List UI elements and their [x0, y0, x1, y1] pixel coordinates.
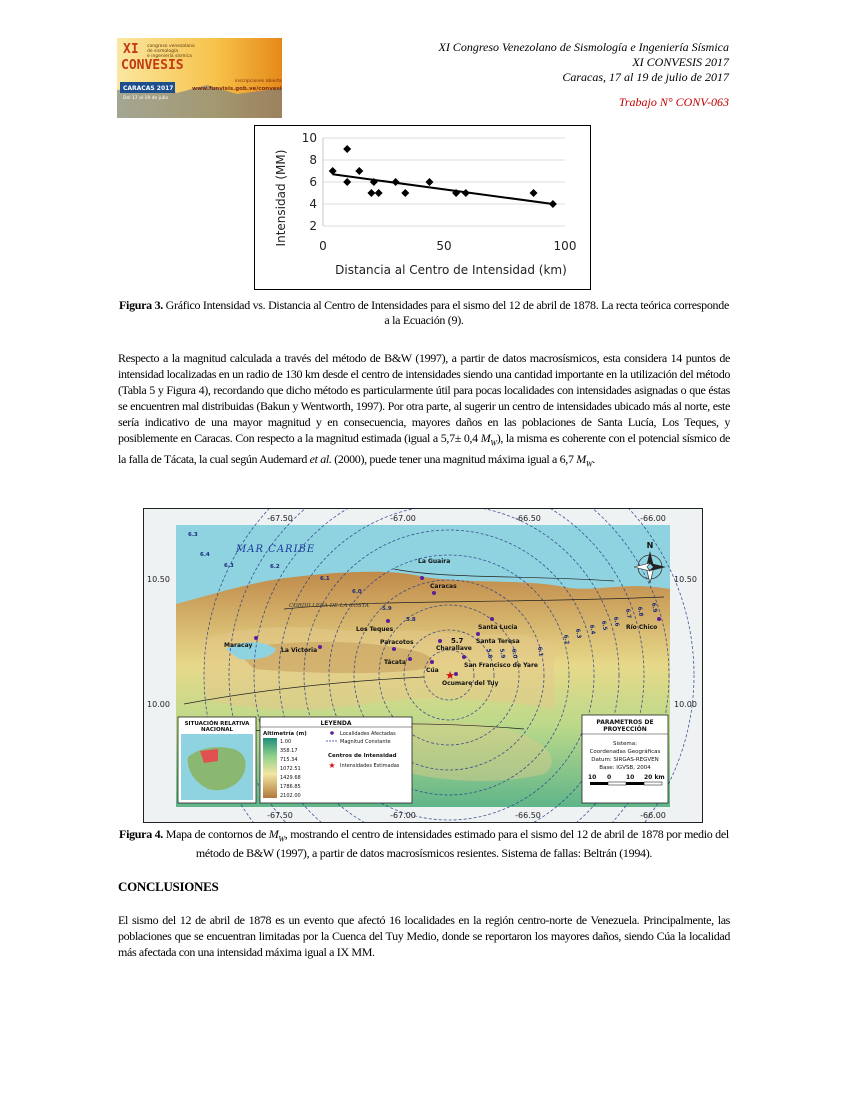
- proj-title-2: PROYECCIÓN: [603, 726, 647, 733]
- map-left-tick-2: 10.00: [147, 700, 170, 709]
- place-los-teques: Los Teques: [356, 626, 394, 633]
- chart-xlabel: Distancia al Centro de Intensidad (km): [335, 263, 567, 277]
- legend-star-icon: ★: [328, 761, 336, 770]
- chart-ytick-label: 8: [309, 153, 317, 167]
- conference-logo: [117, 38, 282, 118]
- contour-label-9: 6.0: [510, 648, 518, 659]
- chart-svg: [255, 126, 590, 289]
- legend-centros: Centros de Intensidad: [328, 753, 397, 759]
- map-bottom-tick-1: -67.50: [267, 811, 293, 820]
- place-la-victoria: La Victoria: [281, 647, 318, 654]
- contour-label-4: 6.2: [270, 564, 280, 570]
- contour-label-14: 6.3: [574, 628, 582, 639]
- alt-value-7: 2102.00: [280, 793, 301, 799]
- place-rio-chico: Río Chico: [626, 624, 658, 631]
- place-caracas: Caracas: [430, 583, 457, 590]
- figure-4-text-2: , mostrando el centro de intensidades estimado para el sismo del 12 de abril de 1878 por medio del método de B&W (1997), a partir de datos macrosísmicos resientes. Sistema de fallas: Beltrán (1994).: [195, 827, 729, 861]
- projection-box: [582, 715, 668, 803]
- place-cua: Cúa: [426, 667, 439, 674]
- logo-sub-3: e ingeniería sísmica: [147, 54, 192, 59]
- place-santa-teresa: Santa Teresa: [476, 638, 520, 645]
- map-bottom-tick-3: -66.50: [515, 811, 541, 820]
- place-santa-lucia: Santa Lucía: [478, 624, 518, 631]
- logo-sub-2: de sismología: [147, 49, 178, 54]
- logo-url: www.funvisis.gob.ve/convesis: [192, 86, 282, 92]
- chart-point: [343, 178, 351, 186]
- body-text-a: Respecto a la magnitud calculada a través del método de B&W (1997), a partir de datos macrosísmicos, esta considera 14 puntos de intensidad localizadas en un radio de 130 km desde el centro de intensidades siendo una cantidad importante en la utilización del método (Tabla 5 y Figura 4), recordando que dicho método es particularmente útil para pocas localidades con intensidades asignadas o que éstas se encuentren mal distribuidas (Bakun y Wentworth, 1997). Por otra parte, al sugerir un centro de intensidades ubicado más al norte, este sería indicativo de una mayor magnitud y en consecuencia, mayores daños en las poblaciones de Santa Lucía, Los Teques, y posiblemente en Caracas. Con respecto a la magnitud estimada (igual a 5,7± 0,4: [118, 351, 730, 445]
- north-label: N: [646, 541, 654, 550]
- contour-label-12: 6.1: [536, 646, 544, 657]
- place-ocumare-del-tuy: Ocumare del Tuy: [442, 680, 499, 687]
- chart-point: [375, 189, 383, 197]
- header-info: [438, 40, 729, 110]
- proj-line-4: Base: IGVSB, 2004: [599, 765, 651, 771]
- alt-value-6: 1786.85: [280, 784, 301, 790]
- contour-label-17: 6.6: [612, 616, 620, 627]
- intensity-distance-chart: [254, 125, 591, 290]
- alt-value-2: 358.17: [280, 748, 298, 754]
- contour-label-2: 6.4: [200, 552, 210, 558]
- mw-symbol-2: M: [576, 452, 586, 467]
- contour-label-6: 6.0: [352, 589, 362, 595]
- contour-label-3: 6.3: [224, 563, 234, 569]
- logo-insc: inscripciones abiertas: [235, 79, 282, 84]
- map-bottom-tick-2: -67.00: [390, 811, 416, 820]
- place-la-guaira: La Guaira: [418, 558, 451, 565]
- body-text-b: ), la misma es coherente con el potencial sísmico de la falla de Tácata, la cual según Audemard: [118, 431, 730, 467]
- map-top-tick-3: -66.50: [515, 514, 541, 523]
- chart-point: [549, 200, 557, 208]
- contour-label-1: 6.3: [188, 532, 198, 538]
- map-bottom-tick-4: -66.00: [640, 811, 666, 820]
- mw-sub: W: [490, 438, 497, 448]
- header-line-3: Caracas, 17 al 19 de julio de 2017: [562, 70, 729, 84]
- proj-line-2: Coordenadas Geográficas: [589, 749, 661, 755]
- inset-title-1: SITUACIÓN RELATIVA: [184, 721, 250, 727]
- legend-dot-icon: [330, 731, 334, 735]
- place-san-francisco-de-yare: San Francisco de Yare: [464, 662, 539, 669]
- map-left-tick-1: 10.50: [147, 575, 170, 584]
- chart-point: [462, 189, 470, 197]
- scale-label-4: 20 km: [644, 774, 665, 781]
- contour-label-13: 6.2: [562, 634, 570, 645]
- chart-point: [392, 178, 400, 186]
- contour-label-10: 5.9: [498, 648, 506, 659]
- etal-text: et al.: [309, 452, 332, 467]
- map-right-tick-1: 10.50: [674, 575, 697, 584]
- proj-title-1: PARAMETROS DE: [596, 719, 654, 726]
- chart-xtick-label: 50: [436, 239, 452, 253]
- figure-4-label: Figura 4.: [119, 827, 164, 841]
- contour-label-19: 6.8: [636, 606, 644, 617]
- contour-label-16: 6.5: [600, 620, 608, 631]
- inset-map: [178, 717, 256, 803]
- alt-value-3: 715.34: [280, 757, 298, 763]
- map-sea-label: MAR CARIBE: [236, 544, 316, 555]
- figure-3-caption: [118, 298, 730, 328]
- chart-xtick-label: 0: [319, 239, 327, 253]
- chart-xtick-label: 100: [553, 239, 577, 253]
- logo-date: Del 17 al 19 de julio: [123, 96, 169, 101]
- logo-title-2: CONVESIS: [121, 58, 184, 73]
- mw-sub-2: W: [585, 459, 593, 469]
- chart-point: [401, 189, 409, 197]
- figure-3-label: Figura 3.: [119, 298, 163, 312]
- map-range-label: CORDILLERA DE LA COSTA: [289, 603, 369, 609]
- scale-bar: [590, 782, 662, 785]
- alt-value-1: 1.00: [280, 739, 292, 745]
- map-top-tick-2: -67.00: [390, 514, 416, 523]
- body-text-c: (2000), puede tener una magnitud máxima igual a 6,7: [331, 452, 577, 467]
- epicenter-star: ★: [445, 669, 455, 682]
- conclusions-paragraph: El sismo del 12 de abril de 1878 es un evento que afectó 16 localidades en la región centro-norte de Venezuela. Principalmente, las poblaciones que se encuentran limitadas por la Cuenca del Tuy Medio, donde se reportaron los mayores daños, siendo Cúa la localidad más afectada con una intensidad máxima igual a IX MM.: [118, 913, 730, 959]
- chart-ylabel: Intensidad (MM): [274, 149, 288, 247]
- body-text-d: .: [592, 452, 595, 467]
- scale-label-3: 10: [626, 774, 635, 781]
- legend-item-3: Intensidades Estimadas: [340, 763, 400, 769]
- map-right-tick-2: 10.00: [674, 700, 697, 709]
- figure-4-text-1: Mapa de contornos de: [163, 827, 269, 841]
- contour-label-20: 6.9: [650, 602, 658, 613]
- conclusions-heading: CONCLUSIONES: [118, 879, 219, 894]
- alt-value-4: 1072.51: [280, 766, 301, 772]
- chart-point: [530, 189, 538, 197]
- contour-label-18: 6.7: [624, 608, 632, 619]
- logo-title-1: XI: [123, 42, 139, 57]
- place-tacata: Tácata: [384, 659, 406, 666]
- scale-label-2: 0: [607, 774, 612, 781]
- chart-ytick-label: 6: [309, 175, 317, 189]
- place-paracotos: Paracotos: [380, 639, 414, 646]
- chart-ytick-label: 2: [309, 219, 317, 233]
- chart-point: [343, 145, 351, 153]
- proj-line-3: Datum: SIRGAS-REGVEN: [591, 757, 659, 763]
- place-charallave: Charallave: [436, 645, 472, 652]
- legend-item-2: Magnitud Constante: [340, 739, 391, 745]
- proj-line-1: Sistema:: [612, 741, 638, 747]
- contour-label-15: 6.4: [588, 624, 596, 635]
- mw-symbol: M: [480, 431, 491, 445]
- alt-value-5: 1429.68: [280, 775, 301, 781]
- contour-label-8: 5.8: [406, 617, 416, 623]
- figure-4-caption: [118, 827, 730, 861]
- header-line-2: XI CONVESIS 2017: [632, 55, 729, 69]
- body-paragraph: [118, 350, 730, 473]
- logo-sub-1: congreso venezolano: [147, 44, 195, 49]
- contour-map: [143, 508, 703, 823]
- place-maracay: Maracay: [224, 642, 253, 649]
- contour-label-7: 5.9: [382, 606, 392, 612]
- legend-title: LEYENDA: [320, 720, 352, 727]
- chart-ytick-label: 10: [301, 131, 317, 145]
- legend-item-1: Localidades Afectadas: [340, 731, 396, 737]
- chart-trend-line: [333, 174, 553, 204]
- legend-alt-title: Altimetría (m): [263, 731, 307, 737]
- map-legend: [260, 717, 412, 803]
- chart-ytick-label: 4: [309, 197, 317, 211]
- figure-3-text: Gráfico Intensidad vs. Distancia al Centro de Intensidades para el sismo del 12 de abril de 1878. La recta teórica corresponde a la Ecuación (9).: [162, 298, 729, 327]
- figure-4-mw-sub: W: [278, 834, 285, 844]
- map-top-tick-1: -67.50: [267, 514, 293, 523]
- figure-4-mw: M: [268, 827, 279, 841]
- paper-id: Trabajo N° CONV-063: [618, 95, 729, 109]
- header-line-1: XI Congreso Venezolano de Sismología e Ingeniería Sísmica: [438, 40, 729, 54]
- chart-point: [355, 167, 363, 175]
- chart-point: [425, 178, 433, 186]
- map-top-tick-4: -66.00: [640, 514, 666, 523]
- logo-city: CARACAS 2017: [123, 85, 174, 92]
- center-magnitude: 5.7: [451, 637, 464, 645]
- scale-label-1: 10: [588, 774, 597, 781]
- chart-point: [367, 189, 375, 197]
- inset-title-2: NACIONAL: [201, 727, 233, 733]
- contour-label-5: 6.1: [320, 576, 330, 582]
- contour-label-11: 5.8: [485, 648, 493, 659]
